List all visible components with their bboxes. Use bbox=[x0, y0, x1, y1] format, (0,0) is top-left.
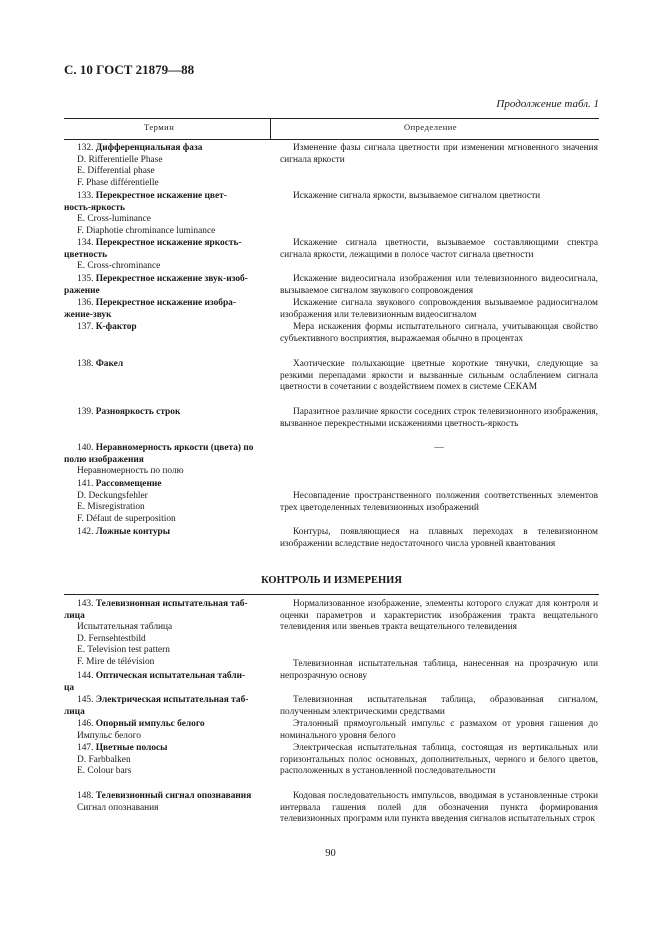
term-line bbox=[64, 479, 267, 491]
term-line bbox=[64, 707, 267, 719]
term-name: Опорный импульс белого bbox=[95, 719, 205, 729]
term-entry bbox=[64, 143, 267, 189]
term-equivalent: Сигнал опознавания bbox=[77, 802, 159, 813]
term-line bbox=[64, 310, 267, 322]
term-equivalent: F. Défaut de superposition bbox=[77, 513, 176, 524]
term-name: ность-яркость bbox=[64, 202, 125, 213]
term-equivalent: Неравномерность по полю bbox=[77, 466, 184, 476]
table-continuation-note: Продолжение табл. 1 bbox=[496, 98, 599, 110]
term-line bbox=[64, 203, 267, 215]
term-equivalent: E. Television test pattern bbox=[77, 645, 170, 655]
term-line bbox=[64, 274, 267, 286]
term-line bbox=[64, 191, 267, 203]
term-number: 143. bbox=[77, 599, 96, 609]
term-line bbox=[64, 599, 267, 611]
term-equivalent: D. Farbbalken bbox=[77, 754, 131, 765]
term-definition: Нормализованное изображение, элементы которого служат для контроля и оценки параметров и характеристик изображения тракта вещательного телевидения или звеньев тракта вещательного телевидения bbox=[280, 599, 598, 632]
term-line bbox=[64, 407, 267, 419]
term-definition: Несовпадение пространственного положения соответственных элементов трех цветоделенных телевизионных изображений bbox=[280, 491, 598, 513]
term-number: 135. bbox=[77, 274, 96, 284]
term-name: Телевизионный сигнал опознавания bbox=[95, 791, 252, 801]
term-equivalent: D. Rifferentielle Phase bbox=[77, 154, 163, 165]
term-entry bbox=[64, 191, 267, 237]
section-rule bbox=[64, 594, 599, 595]
term-name: Перекрестное искажение яркость- bbox=[95, 238, 242, 248]
term-definition: — bbox=[434, 443, 444, 453]
term-name: Неравномерность яркости (цвета) по bbox=[95, 443, 254, 453]
term-number: 138. bbox=[77, 359, 96, 369]
term-definition: Паразитное различие яркости соседних строк телевизионного изображения, вызванное перекрестными искажениями цветность-яркость bbox=[280, 407, 598, 429]
term-equivalent: F. Diaphotie chrominance luminance bbox=[77, 225, 216, 236]
term-name: Электрическая испытательная таб- bbox=[95, 695, 249, 705]
term-name: лица bbox=[64, 610, 85, 621]
term-name: ца bbox=[64, 682, 75, 693]
term-equivalent: Испытательная таблица bbox=[77, 622, 173, 632]
term-number: 145. bbox=[77, 695, 96, 705]
term-number: 146. bbox=[77, 719, 96, 729]
term-definition: Телевизионная испытательная таблица, нанесенная на прозрачную или непрозрачную основу bbox=[280, 659, 598, 681]
term-line bbox=[64, 527, 267, 539]
page-header: С. 10 ГОСТ 21879—88 bbox=[64, 62, 195, 77]
column-divider bbox=[270, 118, 271, 139]
term-line bbox=[64, 359, 267, 371]
term-line bbox=[64, 238, 267, 250]
term-definition: Телевизионная испытательная таблица, образованная сигналом, полученным электрическими средствами bbox=[280, 695, 598, 717]
term-name: Перекрестное искажение изобра- bbox=[95, 298, 236, 308]
term-definition: Искажение видеосигнала изображения или телевизионного видеосигнала, вызываемое сигналом звукового сопровождения bbox=[280, 274, 598, 296]
term-name: Перекрестное искажение звук-изоб- bbox=[95, 274, 248, 284]
term-line bbox=[64, 298, 267, 310]
column-header-definition: Определение bbox=[404, 122, 458, 132]
term-definition: Искажение сигнала звукового сопровождения вызываемое радиосигналом изображения или телевизионным видеосигналом bbox=[280, 298, 598, 320]
term-definition: Мера искажения формы испытательного сигнала, учитывающая свойство субъективного восприятия, выражаемая обычно в процентах bbox=[280, 322, 598, 344]
table-header-rule bbox=[64, 139, 599, 140]
term-entry bbox=[64, 322, 267, 334]
term-name: цветность bbox=[64, 249, 108, 260]
term-number: 137. bbox=[77, 322, 96, 332]
term-entry bbox=[64, 743, 267, 778]
page-number: 90 bbox=[325, 848, 336, 859]
term-definition: Хаотические полыхающие цветные короткие тянучки, следующие за резкими перепадами яркости и вызванные сильным ослаблением сигнала цветности в сочетании с воздействием помех в системе СЕКАМ bbox=[280, 359, 598, 392]
term-number: 147. bbox=[77, 743, 96, 753]
term-entry bbox=[64, 719, 267, 742]
term-number: 132. bbox=[77, 143, 96, 153]
term-name: Оптическая испытательная табли- bbox=[95, 671, 246, 681]
term-name: Разнояркость строк bbox=[95, 407, 181, 417]
term-entry bbox=[64, 599, 267, 668]
term-number: 144. bbox=[77, 671, 96, 681]
term-equivalent: E. Cross-luminance bbox=[77, 214, 151, 224]
term-name: Факел bbox=[95, 359, 124, 369]
term-definition: Изменение фазы сигнала цветности при изменении мгновенного значения сигнала яркости bbox=[280, 143, 598, 165]
term-line bbox=[64, 671, 267, 683]
term-name: Ложные контуры bbox=[95, 527, 171, 537]
term-entry bbox=[64, 479, 267, 525]
term-name: Телевизионная испытательная таб- bbox=[95, 599, 248, 609]
term-line bbox=[64, 611, 267, 623]
term-name: жение-звук bbox=[64, 309, 112, 320]
term-line bbox=[64, 250, 267, 262]
term-definition: Кодовая последовательность импульсов, вводимая в установленные строки интервала гашения полей для обозначения пункта формирования телевизионных программ или пункта введения сигналов испытательных строк bbox=[280, 791, 598, 824]
term-equivalent: E. Differential phase bbox=[77, 166, 155, 176]
term-line bbox=[64, 322, 267, 334]
term-entry bbox=[64, 359, 267, 371]
term-line bbox=[64, 455, 267, 467]
term-line bbox=[64, 443, 267, 455]
term-name: Дифференциальная фаза bbox=[95, 143, 203, 153]
term-name: ражение bbox=[64, 285, 100, 296]
term-definition: Искажение сигнала цветности, вызываемое составляющими спектра сигнала яркости, лежащими в полосе частот сигнала цветности bbox=[280, 238, 598, 260]
term-name: Рассовмещение bbox=[95, 479, 162, 489]
term-equivalent: E. Cross-chrominance bbox=[77, 261, 161, 271]
term-number: 136. bbox=[77, 298, 96, 308]
term-entry bbox=[64, 407, 267, 419]
term-number: 141. bbox=[77, 479, 96, 489]
term-number: 134. bbox=[77, 238, 96, 248]
term-line bbox=[64, 683, 267, 695]
term-entry bbox=[64, 443, 267, 478]
term-equivalent: E. Misregistration bbox=[77, 502, 145, 512]
column-header-term: Термин bbox=[144, 122, 175, 132]
term-line bbox=[64, 143, 267, 155]
term-equivalent: F. Mire de télévision bbox=[77, 656, 155, 667]
term-equivalent: E. Colour bars bbox=[77, 766, 132, 776]
term-name: Цветные полосы bbox=[95, 743, 168, 753]
term-definition: Электрическая испытательная таблица, состоящая из вертикальных или горизонтальных полос основных, дополнительных, черного и белого цветов, расположенных в установленной последовательности bbox=[280, 743, 598, 776]
term-name: К-фактор bbox=[95, 322, 137, 332]
term-number: 148. bbox=[77, 791, 96, 801]
term-line bbox=[64, 743, 267, 755]
table-top-rule bbox=[64, 118, 599, 119]
term-equivalent: F. Phase différentielle bbox=[77, 177, 159, 188]
term-number: 140. bbox=[77, 443, 96, 453]
section-heading: КОНТРОЛЬ И ИЗМЕРЕНИЯ bbox=[261, 575, 402, 586]
term-equivalent: D. Deckungsfehler bbox=[77, 490, 148, 501]
term-definition: Эталонный прямоугольный импульс с размахом от уровня гашения до номинального уровня белого bbox=[280, 719, 598, 741]
term-line bbox=[64, 286, 267, 298]
term-definition: Искажение сигнала яркости, вызываемое сигналом цветности bbox=[293, 191, 541, 201]
term-entry bbox=[64, 298, 267, 321]
term-number: 133. bbox=[77, 191, 96, 201]
term-entry bbox=[64, 695, 267, 718]
term-number: 142. bbox=[77, 527, 96, 537]
term-equivalent: Импульс белого bbox=[77, 730, 141, 741]
term-name: лица bbox=[64, 706, 85, 717]
term-equivalent: D. Fernsehtestbild bbox=[77, 633, 146, 644]
term-entry bbox=[64, 238, 267, 273]
term-number: 139. bbox=[77, 407, 96, 417]
term-entry bbox=[64, 274, 267, 297]
term-line bbox=[64, 791, 267, 803]
term-entry bbox=[64, 527, 267, 539]
term-line bbox=[64, 719, 267, 731]
term-line bbox=[64, 695, 267, 707]
term-entry bbox=[64, 791, 267, 814]
term-definition: Контуры, появляющиеся на плавных переходах в телевизионном изображении вследствие недостаточного числа уровней квантования bbox=[280, 527, 598, 549]
term-name: полю изображения bbox=[64, 454, 144, 465]
term-name: Перекрестное искажение цвет- bbox=[95, 191, 227, 201]
term-entry bbox=[64, 671, 267, 694]
